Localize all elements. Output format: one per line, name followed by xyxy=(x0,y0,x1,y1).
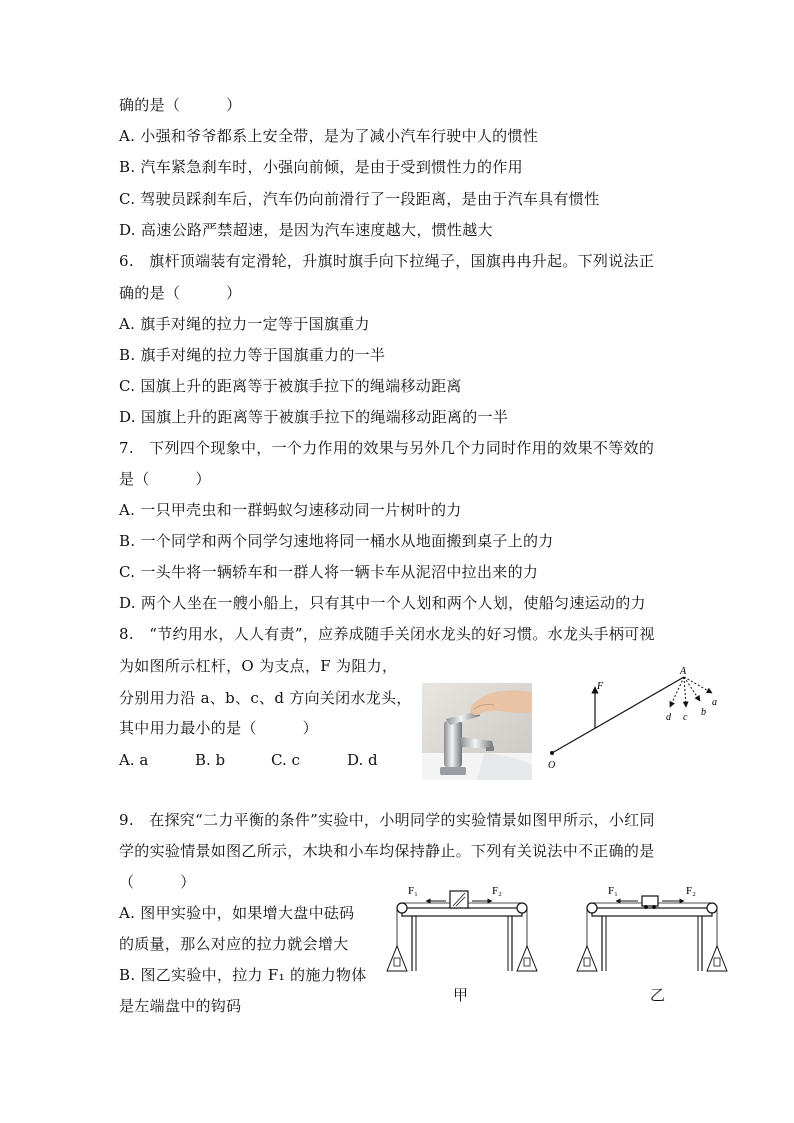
q8-option-b: B. b xyxy=(195,751,226,769)
q5-option-d: D. 高速公路严禁超速，是因为汽车速度越大，惯性越大 xyxy=(119,221,493,239)
q8-stem: 8. “节约用水，人人有责”，应养成随手关闭水龙头的好习惯。水龙头手柄可视 xyxy=(119,625,655,643)
q8-stem-2: 为如图所示杠杆，O 为支点，F 为阻力， xyxy=(119,657,398,675)
q8-option-a: A. a xyxy=(119,751,149,769)
label-dir-d: d xyxy=(666,712,671,723)
q9-option-b-cont: 是左端盘中的钩码 xyxy=(119,997,242,1015)
label-yi-f1: F₁ xyxy=(608,885,618,897)
q9-option-a: A. 图甲实验中，如果增大盘中砝码 xyxy=(119,904,355,922)
q5-option-a: A. 小强和爷爷都系上安全带，是为了减小汽车行驶中人的惯性 xyxy=(119,127,539,145)
label-yi-f2: F₂ xyxy=(686,885,696,897)
apparatus-jia-diagram xyxy=(382,876,542,976)
q9-stem-2: 学的实验情景如图乙所示，木块和小车均保持静止。下列有关说法中不正确的是 xyxy=(119,842,655,860)
q8-stem-3: 分别用力沿 a、b、c、d 方向关闭水龙头， xyxy=(119,689,412,707)
q7-stem-end: 是（ ） xyxy=(119,470,211,488)
q8-stem-4: 其中用力最小的是（ ） xyxy=(119,719,318,737)
q9-stem: 9. 在探究“二力平衡的条件”实验中，小明同学的实验情景如图甲所示，小红同 xyxy=(119,811,655,829)
label-dir-c: c xyxy=(683,712,688,723)
label-dir-b: b xyxy=(701,707,706,718)
q7-option-a: A. 一只甲壳虫和一群蚂蚁匀速移动同一片树叶的力 xyxy=(119,501,462,519)
q7-option-d: D. 两个人坐在一艘小船上，只有其中一个人划和两个人划，使船匀速运动的力 xyxy=(119,594,646,612)
caption-jia: 甲 xyxy=(453,986,469,1004)
q5-option-c: C. 驾驶员踩刹车后，汽车仍向前滑行了一段距离，是由于汽车具有惯性 xyxy=(119,190,600,208)
q8-option-d: D. d xyxy=(347,751,378,769)
q6-option-b: B. 旗手对绳的拉力等于国旗重力的一半 xyxy=(119,346,386,364)
q9-option-a-cont: 的质量，那么对应的拉力就会增大 xyxy=(119,935,349,953)
label-o-point: O xyxy=(548,760,556,771)
q9-option-b: B. 图乙实验中，拉力 F₁ 的施力物体 xyxy=(119,966,367,984)
q7-option-c: C. 一头牛将一辆轿车和一群人将一辆卡车从泥沼中拉出来的力 xyxy=(119,563,539,581)
apparatus-yi-diagram xyxy=(572,876,732,976)
q6-option-c: C. 国旗上升的距离等于被旗手拉下的绳端移动距离 xyxy=(119,377,462,395)
q6-option-d: D. 国旗上升的距离等于被旗手拉下的绳端移动距离的一半 xyxy=(119,408,509,426)
label-jia-f2: F₂ xyxy=(492,885,502,897)
label-jia-f1: F₁ xyxy=(408,885,418,897)
q6-stem-end: 确的是（ ） xyxy=(119,284,242,302)
q8-option-c: C. c xyxy=(271,751,300,769)
caption-yi: 乙 xyxy=(650,986,666,1004)
q6-stem: 6. 旗杆顶端装有定滑轮，升旗时旗手向下拉绳子，国旗冉冉升起。下列说法正 xyxy=(119,252,655,270)
lever-diagram xyxy=(540,665,730,775)
label-dir-a: a xyxy=(712,697,717,708)
label-f-force: F xyxy=(597,681,604,692)
q5-stem-end: 确的是（ ） xyxy=(119,96,242,114)
q7-stem: 7. 下列四个现象中，一个力作用的效果与另外几个力同时作用的效果不等效的 xyxy=(119,439,655,457)
faucet-photo xyxy=(422,683,532,780)
q6-option-a: A. 旗手对绳的拉力一定等于国旗重力 xyxy=(119,315,370,333)
label-a-point: A xyxy=(680,666,687,677)
q7-option-b: B. 一个同学和两个同学匀速地将同一桶水从地面搬到桌子上的力 xyxy=(119,532,554,550)
q5-option-b: B. 汽车紧急刹车时，小强向前倾，是由于受到惯性力的作用 xyxy=(119,158,523,176)
q9-stem-end: （ ） xyxy=(119,873,196,891)
